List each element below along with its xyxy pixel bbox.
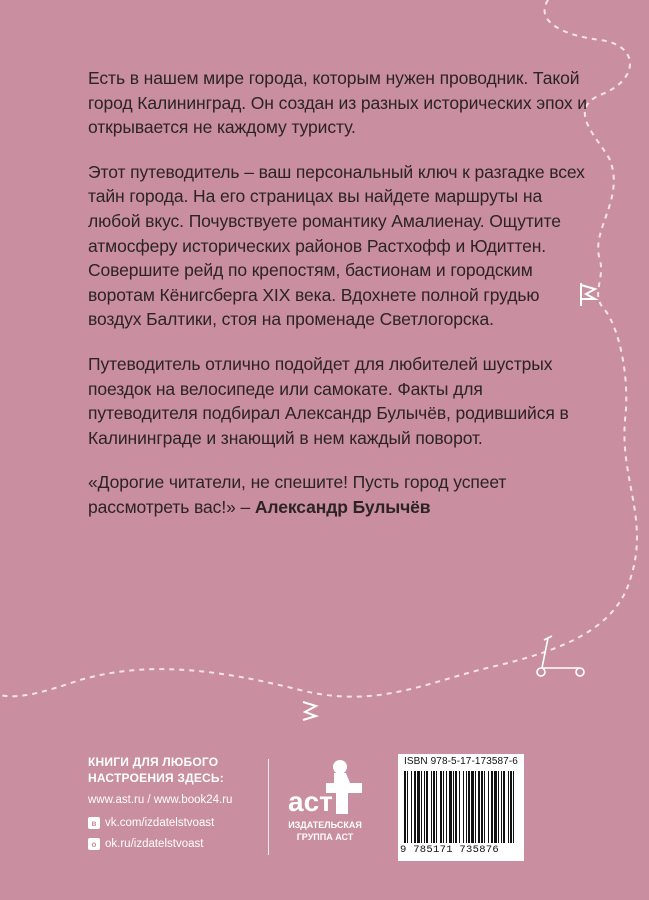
paragraph-author-info: Путеводитель отлично подойдет для любителей шустрых поездок на велосипеде или самокате. Факты для путеводителя подбирал Александр Булычёв, родившийся в Калининграде и знающий в нем каждый поворот.: [88, 353, 569, 448]
barcode-bar: [449, 771, 452, 843]
barcode-bar: [426, 771, 428, 843]
barcode-bar: [484, 771, 485, 843]
finish-mark-icon: [303, 702, 316, 720]
scooter-icon: [537, 636, 584, 676]
barcode-bar: [463, 771, 464, 843]
barcode-bar: [466, 771, 467, 843]
barcode-bar: [417, 771, 420, 843]
barcode-bar: [431, 771, 432, 843]
footer: [0, 745, 649, 900]
paragraph-intro: Есть в нашем мире города, которым нужен проводник. Такой город Калининград. Он создан из разных исторических эпох и открывается не каждому туристу.: [88, 68, 587, 138]
barcode-bar: [453, 771, 454, 843]
barcode-bar: [421, 771, 422, 843]
barcode-bar: [424, 771, 425, 843]
barcode-bar: [503, 771, 505, 843]
footer-divider: [268, 759, 269, 855]
paragraph-guide: Этот путеводитель – ваш персональный ключ к разгадке всех тайн города. На его страницах вы найдете маршруты на любой вкус. Почувствуете романтику Амалиенау. Ощутите атмосферу исторических районов Растхофф и Юдиттен. Совершите рейд по крепостям, бастионам и городским воротам Кёнигсберга XIX века. Вдохнете полной грудью воздух Балтики, стоя на променаде Светлогорска.: [88, 161, 585, 330]
ast-logo-text: аст: [288, 786, 333, 817]
barcode-bar: [407, 771, 408, 843]
barcode-bars: [404, 771, 518, 843]
vk-link[interactable]: [88, 817, 214, 829]
logo-caption-line-1: ИЗДАТЕЛЬСКАЯ: [288, 820, 362, 830]
barcode-bar: [475, 771, 476, 843]
barcode: [398, 754, 524, 861]
barcode-bar: [481, 771, 483, 843]
barcode-bar: [501, 771, 502, 843]
ok-link-text: ok.ru/izdatelstvoast: [105, 838, 204, 850]
barcode-bar: [494, 771, 497, 843]
barcode-bar: [471, 771, 474, 843]
website-links[interactable]: www.ast.ru / www.book24.ru: [88, 794, 233, 806]
barcode-bar: [468, 771, 470, 843]
barcode-bar: [436, 771, 437, 843]
barcode-bar: [508, 771, 509, 843]
barcode-bar: [433, 771, 435, 843]
barcode-bar: [459, 771, 460, 843]
vk-link-text: vk.com/izdatelstvoast: [105, 817, 215, 829]
barcode-bar: [443, 771, 444, 843]
logo-caption: [275, 819, 375, 843]
slogan: [88, 754, 224, 786]
barcode-bar: [414, 771, 416, 843]
slogan-line-2: НАСТРОЕНИЯ ЗДЕСЬ:: [88, 771, 224, 785]
barcode-bar: [404, 771, 406, 843]
quote: [88, 470, 593, 519]
barcode-bar: [491, 771, 493, 843]
quote-text: «Дорогие читатели, не спешите! Пусть город успеет рассмотреть вас!»: [88, 472, 507, 517]
logo-caption-line-2: ГРУППА АСТ: [296, 832, 354, 842]
barcode-bar: [498, 771, 499, 843]
ast-logo: [282, 759, 372, 859]
barcode-bar: [446, 771, 447, 843]
ok-link[interactable]: [88, 838, 203, 850]
barcode-bar: [488, 771, 489, 843]
barcode-bar: [513, 771, 514, 843]
ok-icon: о: [88, 838, 100, 850]
barcode-digits: 9 785171 735876: [400, 844, 500, 856]
isbn-text: ISBN 978-5-17-173587-6: [404, 756, 518, 767]
description-text: [88, 66, 593, 540]
barcode-bar: [478, 771, 480, 843]
barcode-bar: [440, 771, 442, 843]
quote-author: Александр Булычёв: [254, 496, 431, 517]
barcode-bar: [455, 771, 457, 843]
barcode-bar: [510, 771, 512, 843]
barcode-bar: [411, 771, 412, 843]
slogan-line-1: КНИГИ ДЛЯ ЛЮБОГО: [88, 755, 219, 769]
quote-dash: –: [235, 496, 255, 517]
vk-icon: в: [88, 817, 100, 829]
